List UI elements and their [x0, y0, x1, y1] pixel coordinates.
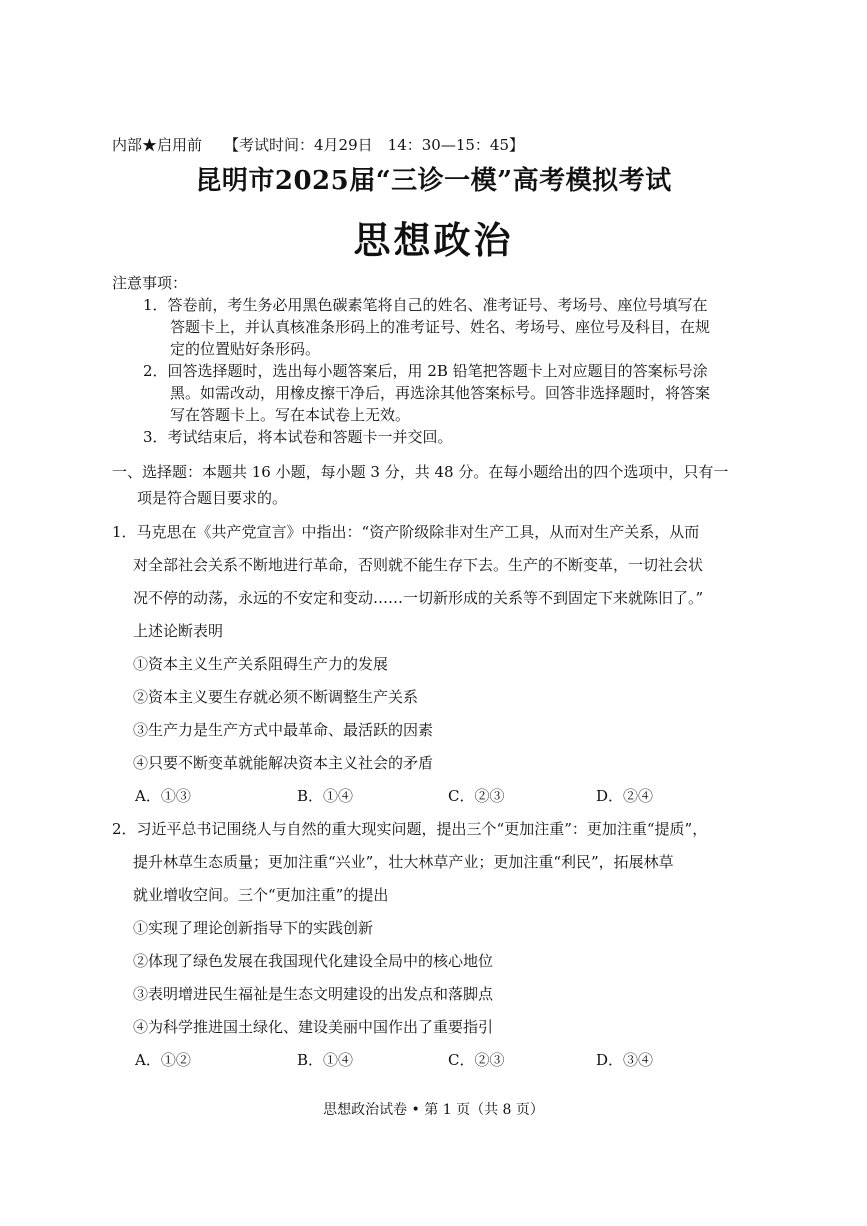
question-2-statement: ①实现了理论创新指导下的实践创新 [133, 919, 374, 937]
notes-line: 2．回答选择题时，选出每小题答案后，用 2B 铅笔把答题卡上对应题目的答案标号涂 [143, 362, 708, 380]
question-1-option-c: C．②③ [448, 787, 505, 805]
question-2-option-c: C．②③ [448, 1051, 505, 1069]
question-1-statement: ②资本主义要生存就必须不断调整生产关系 [133, 688, 419, 706]
notes-line: 3．考试结束后，将本试卷和答题卡一并交回。 [143, 428, 453, 446]
question-1-statement: ④只要不断变革就能解决资本主义社会的矛盾 [133, 754, 434, 772]
question-2-stem: 2．习近平总书记围绕人与自然的重大现实问题，提出三个“更加注重”：更加注重“提质”， [112, 820, 708, 838]
notes-line: 黑。如需改动，用橡皮擦干净后，再选涂其他答案标号。回答非选择题时，将答案 [170, 384, 711, 402]
question-1-stem: 对全部社会关系不断地进行革命，否则就不能生存下去。生产的不断变革，一切社会状 [133, 556, 704, 574]
page-footer: 思想政治试卷 • 第 1 页（共 8 页） [323, 1102, 544, 1118]
question-1-stem: 况不停的动荡，永远的不安定和变动……一切新形成的关系等不到固定下来就陈旧了。” [133, 589, 704, 607]
question-2-stem: 就业增收空间。三个“更加注重”的提出 [133, 886, 389, 904]
exam-title: 昆明市2025届“三诊一模”高考模拟考试 [195, 166, 672, 196]
subject-title: 思想政治 [353, 218, 514, 262]
confidential-label: 内部★启用前 [112, 136, 203, 154]
question-2-statement: ④为科学推进国土绿化、建设美丽中国作出了重要指引 [133, 1018, 494, 1036]
question-1-stem: 上述论断表明 [133, 622, 224, 640]
question-2-statement: ③表明增进民生福祉是生态文明建设的出发点和落脚点 [133, 985, 494, 1003]
question-2-option-d: D．③④ [596, 1051, 654, 1069]
question-1-option-b: B．①④ [297, 787, 354, 805]
notes-line: 定的位置贴好条形码。 [170, 340, 321, 358]
question-2-statement: ②体现了绿色发展在我国现代化建设全局中的核心地位 [133, 952, 494, 970]
notes-line: 答题卡上，并认真核准条形码上的准考证号、姓名、考场号、座位号及科目，在规 [170, 318, 711, 336]
exam-header [112, 134, 524, 155]
section-heading: 一、选择题：本题共 16 小题，每小题 3 分，共 48 分。在每小题给出的四个选项中，只有一 [112, 463, 729, 481]
question-1-option-a: A．①③ [135, 787, 191, 805]
question-1-statement: ①资本主义生产关系阻碍生产力的发展 [133, 655, 389, 673]
section-heading-cont: 项是符合题目要求的。 [137, 489, 288, 507]
question-1-option-d: D．②④ [596, 787, 654, 805]
notes-line: 1．答卷前，考生务必用黑色碳素笔将自己的姓名、准考证号、考场号、座位号填写在 [143, 296, 708, 314]
question-2-stem: 提升林草生态质量；更加注重“兴业”，壮大林草产业；更加注重“利民”，拓展林草 [133, 853, 674, 871]
question-1-stem: 1．马克思在《共产党宣言》中指出：“资产阶级除非对生产工具，从而对生产关系，从而 [112, 523, 700, 541]
question-2-option-b: B．①④ [297, 1051, 354, 1069]
exam-time: 【考试时间：4月29日 14：30—15：45】 [224, 136, 524, 154]
question-1-statement: ③生产力是生产方式中最革命、最活跃的因素 [133, 721, 434, 739]
notes-line: 写在答题卡上。写在本试卷上无效。 [170, 406, 411, 424]
notes-heading: 注意事项： [112, 274, 188, 292]
question-2-option-a: A．①② [135, 1051, 191, 1069]
